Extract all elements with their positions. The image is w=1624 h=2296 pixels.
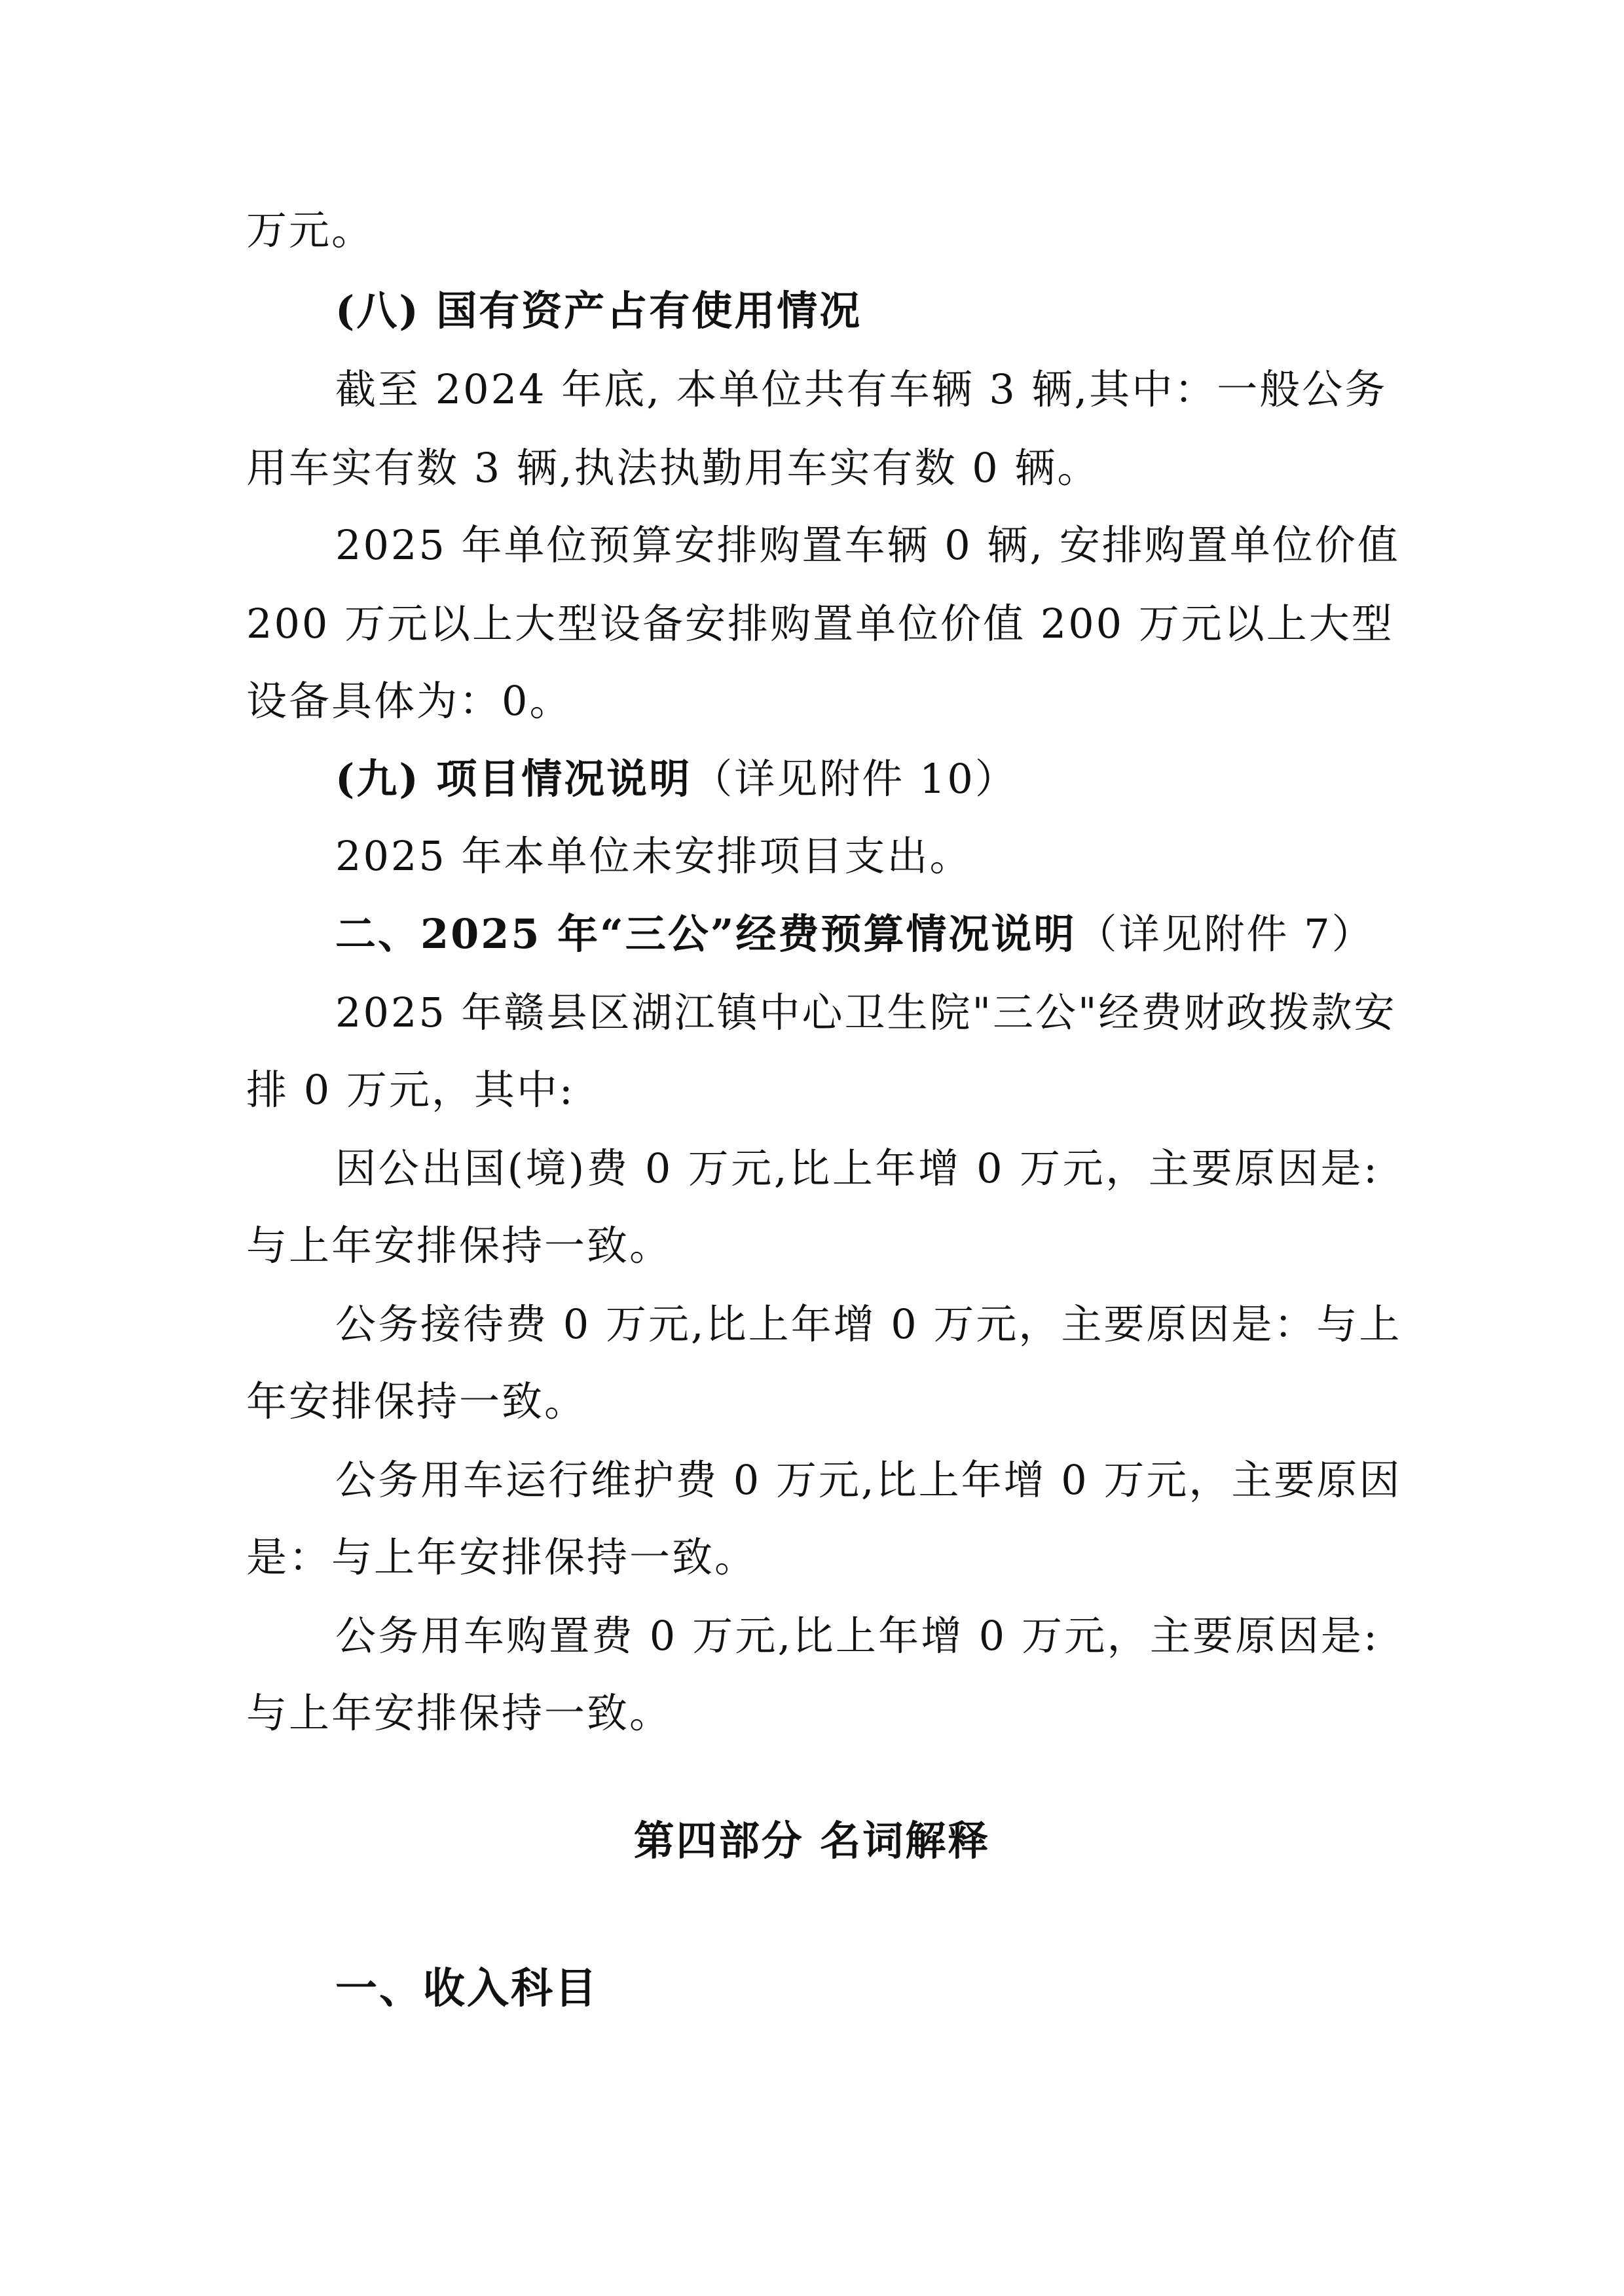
paragraph-line: 2025 年单位预算安排购置车辆 0 辆, 安排购置单位价值 <box>335 521 1400 569</box>
paragraph-line: 万元。 <box>246 206 375 254</box>
paragraph-line: 年安排保持一致。 <box>246 1377 587 1425</box>
sub-heading-income: 一、收入科目 <box>335 1964 599 2013</box>
section-heading-assets: (八) 国有资产占有使用情况 <box>335 287 862 335</box>
part-title: 第四部分 名词解释 <box>633 1817 991 1865</box>
paragraph-line: 与上年安排保持一致。 <box>246 1222 673 1269</box>
paragraph-line: 200 万元以上大型设备安排购置单位价值 200 万元以上大型 <box>246 600 1394 647</box>
paragraph-line: 公务用车购置费 0 万元,比上年增 0 万元，主要原因是: <box>335 1612 1379 1660</box>
paragraph-line: 因公出国(境)费 0 万元,比上年增 0 万元，主要原因是: <box>335 1144 1379 1192</box>
paragraph-line: 用车实有数 3 辆,执法执勤用车实有数 0 辆。 <box>246 444 1100 492</box>
paragraph-line: 截至 2024 年底, 本单位共有车辆 3 辆,其中：一般公务 <box>335 365 1388 413</box>
paragraph-line: 2025 年本单位未安排项目支出。 <box>335 832 972 880</box>
section-heading-projects <box>335 753 1468 805</box>
paragraph-line: 是：与上年安排保持一致。 <box>246 1533 758 1581</box>
heading-note: （详见附件 7） <box>1076 910 1375 958</box>
heading-text: 二、2025 年“三公”经费预算情况说明 <box>335 910 1077 958</box>
section-heading-three-public <box>335 908 1468 960</box>
paragraph-line: 设备具体为：0。 <box>246 677 572 725</box>
paragraph-line: 与上年安排保持一致。 <box>246 1689 673 1737</box>
paragraph-line: 2025 年赣县区湖江镇中心卫生院"三公"经费财政拨款安 <box>335 989 1397 1036</box>
paragraph-line: 公务用车运行维护费 0 万元,比上年增 0 万元，主要原因 <box>335 1456 1402 1504</box>
paragraph-line: 公务接待费 0 万元,比上年增 0 万元，主要原因是：与上 <box>335 1300 1402 1348</box>
heading-note: （详见附件 10） <box>692 755 1018 803</box>
heading-text: (九) 项目情况说明 <box>335 755 692 803</box>
paragraph-line: 排 0 万元，其中: <box>246 1066 575 1114</box>
